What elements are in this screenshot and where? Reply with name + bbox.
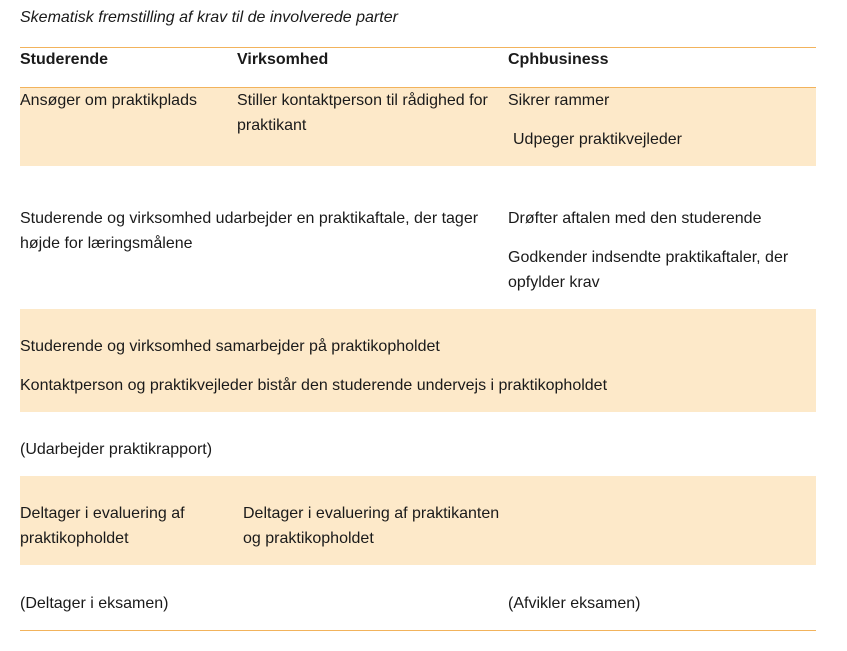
- row5-studerende: Deltager i evaluering af praktikopholdet: [20, 505, 185, 547]
- row6-studerende: (Deltager i eksamen): [20, 595, 169, 612]
- header-studerende: Studerende: [20, 51, 109, 68]
- row2-cph-1: Drøfter aftalen med den studerende: [508, 210, 762, 227]
- bottom-rule: [20, 630, 816, 631]
- row2-cph-2: Godkender indsendte praktikaftaler, der opfylder krav: [508, 249, 789, 291]
- row1-cph-1: Sikrer rammer: [508, 92, 610, 109]
- header-virksomhed: Virksomhed: [237, 51, 329, 68]
- row4-studerende: (Udarbejder praktikrapport): [20, 441, 213, 458]
- row1-virksomhed: Stiller kontaktperson til rådighed for praktikant: [237, 92, 488, 134]
- row6-cph: (Afvikler eksamen): [508, 595, 641, 612]
- top-rule: [20, 47, 816, 48]
- row5-virksomhed: Deltager i evaluering af praktikanten og praktikopholdet: [243, 505, 500, 547]
- header-cphbusiness: Cphbusiness: [508, 51, 609, 68]
- row3-line-1: Studerende og virksomhed samarbejder på praktikopholdet: [20, 338, 440, 355]
- row1-studerende: Ansøger om praktikplads: [20, 92, 197, 109]
- row3-line-2: Kontaktperson og praktikvejleder bistår den studerende undervejs i praktikopholdet: [20, 377, 608, 394]
- row1-cph-2: Udpeger praktikvejleder: [513, 131, 682, 148]
- row2-shared: Studerende og virksomhed udarbejder en praktikaftale, der tager højde for læringsmålene: [20, 210, 479, 252]
- table-caption: Skematisk fremstilling af krav til de involverede parter: [20, 9, 398, 26]
